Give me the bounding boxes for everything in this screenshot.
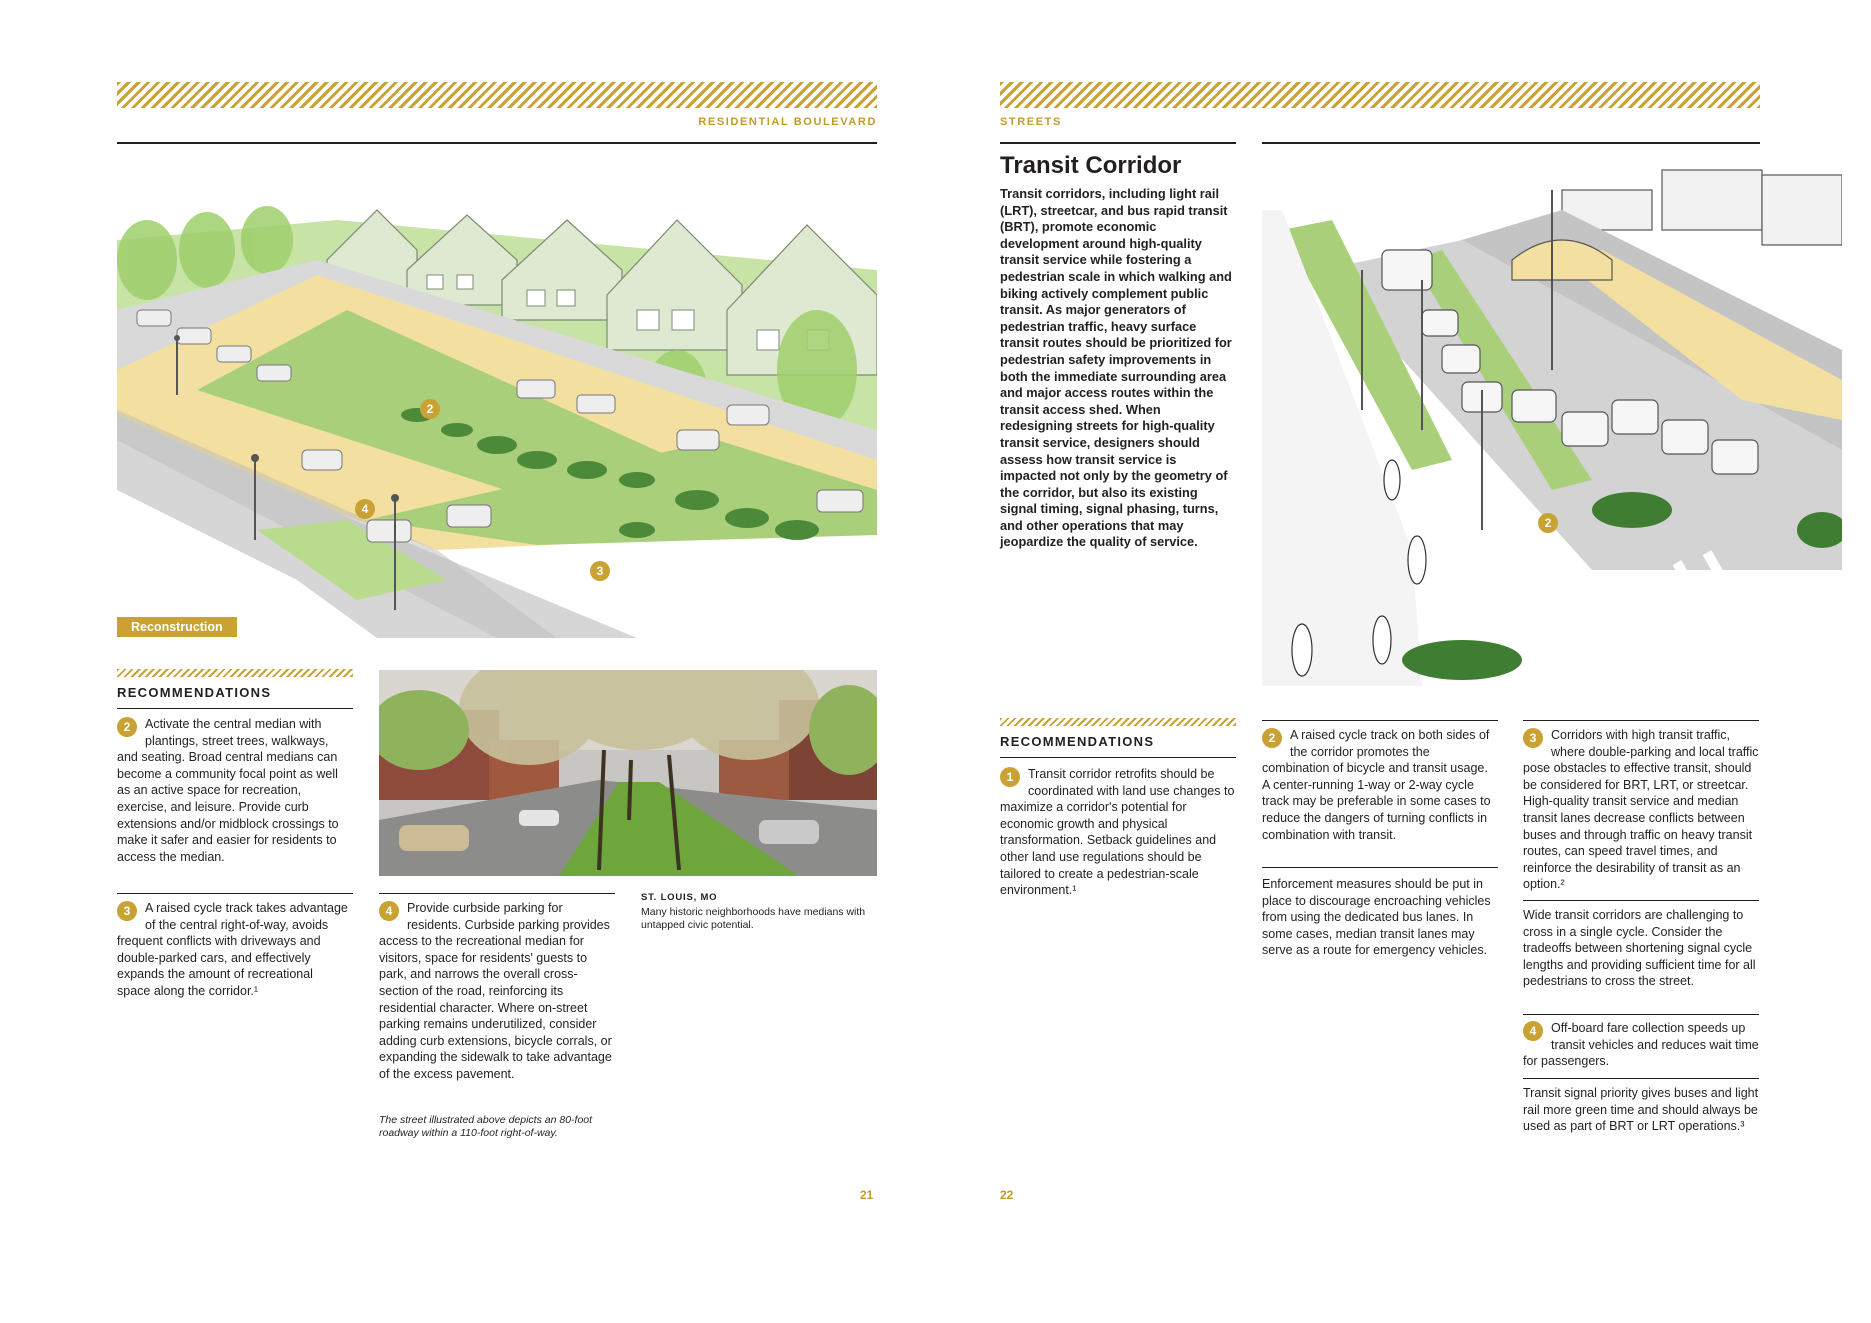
- illustration-note: The street illustrated above depicts an 80-foot roadway within a 110-foot right-of-way.: [379, 1114, 593, 1139]
- left-rec-rule: [117, 708, 353, 709]
- right-rec-enforcement: Enforcement measures should be put in place to discourage encroaching vehicles from using the dedicated bus lanes. In some cases, median transit lanes may serve as a route for emergency vehicles.: [1262, 877, 1491, 958]
- page-title: Transit Corridor: [1000, 152, 1182, 179]
- left-header-rule: [117, 142, 877, 144]
- col2-divider: [1262, 867, 1498, 868]
- illustration-marker-2: 2: [420, 398, 448, 419]
- transit-corridor-illustration: [1262, 150, 1842, 686]
- left-rec-divider: [117, 893, 353, 894]
- reconstruction-badge: Reconstruction: [117, 617, 237, 637]
- number-badge: 1: [1000, 767, 1020, 787]
- number-badge: 3: [1523, 728, 1543, 748]
- right-rec-hatch: [1000, 718, 1236, 726]
- right-recommendations-heading: RECOMMENDATIONS: [1000, 734, 1155, 749]
- col2-top-rule: [1262, 720, 1498, 721]
- right-rec-wide-corridors: Wide transit corridors are challenging to cross in a single cycle. Consider the tradeoffs between shortening signal cycle lengths and providing sufficient time for all pedestrians to cross the street.: [1523, 908, 1756, 989]
- col3-top-rule: [1523, 720, 1759, 721]
- residential-boulevard-illustration: [117, 200, 877, 638]
- right-rec-item-3: 3 Corridors with high transit traffic, where double-parking and local traffic pose obstacles to effective transit, should be considered for BRT, LRT, or streetcar. High-quality transit service and median transit lanes decrease conflicts between buses and through traffic on heavy transit routes, can speed travel times, and reinforce the desirability of transit as an option.²: [1523, 728, 1759, 892]
- left-rec-item-4: 4 Provide curbside parking for residents. Curbside parking provides access to the recreational median for visitors, space for residents' guests to park, and narrows the overall cross-section of the road, reinforcing its residential character. Where on-street parking remains underutilized, consider adding curb extensions, bicycle corrals, or expanding the sidewalk to take advantage of the excess pavement.: [379, 901, 612, 1081]
- right-page-number: 22: [1000, 1188, 1014, 1202]
- right-rec-item-1: 1 Transit corridor retrofits should be coordinated with land use changes to maximize a corridor's potential for economic growth and physical transformation. Setback guidelines and other land use regulations should be tailored to create a pedestrian-scale environment.¹: [1000, 767, 1235, 898]
- right-header-rule-right: [1262, 142, 1760, 144]
- right-rec-signal-priority: Transit signal priority gives buses and light rail more green time and should always be used as part of BRT or LRT operations.³: [1523, 1086, 1759, 1134]
- left-header-hatch: [117, 82, 877, 108]
- left-rec-hatch: [117, 669, 353, 677]
- photo-caption-heading: ST. LOUIS, MO: [641, 892, 718, 903]
- right-header-rule-left: [1000, 142, 1236, 144]
- right-rec-item-2: 2 A raised cycle track on both sides of the corridor promotes the combination of bicycle and transit usage. A center-running 1-way or 2-way cycle track may be preferable in some cases to reduce the dangers of turning conflicts in combination with transit.: [1262, 728, 1491, 842]
- left-page-number: 21: [860, 1188, 874, 1202]
- left-rec-item-3: 3 A raised cycle track takes advantage of the central right-of-way, avoids frequent conflicts with driveways and double-parked cars, and effectively expands the amount of recreational space along the corridor.¹: [117, 901, 348, 998]
- number-badge: 4: [1523, 1021, 1543, 1041]
- col3-divider-2: [1523, 1014, 1759, 1015]
- right-header-hatch: [1000, 82, 1760, 108]
- right-section-label: STREETS: [1000, 116, 1062, 128]
- photo-caption-text: Many historic neighborhoods have medians with untapped civic potential.: [641, 906, 866, 931]
- left-section-label: RESIDENTIAL BOULEVARD: [698, 116, 877, 128]
- st-louis-photo: [379, 670, 877, 876]
- number-badge: 3: [117, 901, 137, 921]
- intro-paragraph: Transit corridors, including light rail (LRT), streetcar, and bus rapid transit (BRT), promote economic development around high-quality transit service while fostering a pedestrian scale in which walking and biking actively complement public transit. As major generators of pedestrian traffic, heavy surface transit routes should be prioritized for pedestrian safety improvements in both the immediate surrounding area and major access routes within the transit access shed. When redesigning streets for high-quality transit service, designers should assess how transit service is impacted not only by the geometry of the corridor, but also its existing signal timing, signal phasing, turns, and other operations that may jeopardize the quality of service.: [1000, 186, 1232, 550]
- number-badge: 2: [117, 717, 137, 737]
- right-rec-item-4: 4 Off-board fare collection speeds up transit vehicles and reduces wait time for passengers.: [1523, 1021, 1759, 1069]
- illustration-marker-4: 4: [355, 498, 383, 519]
- number-badge: 2: [1262, 728, 1282, 748]
- col3-divider-1: [1523, 900, 1759, 901]
- left-rec-divider-col2: [379, 893, 615, 894]
- right-rec-rule: [1000, 757, 1236, 758]
- transit-marker-2: 2: [1538, 512, 1566, 533]
- left-rec-item-2: 2 Activate the central median with plantings, street trees, walkways, and seating. Broad central medians can become a community focal point as well as an active space for recreation, exercise, and leisure. Provide curb extensions and/or midblock crossings to make it safer and easier for residents to access the median.: [117, 717, 339, 864]
- col3-divider-3: [1523, 1078, 1759, 1079]
- number-badge: 4: [379, 901, 399, 921]
- illustration-marker-3: 3: [590, 560, 618, 581]
- left-recommendations-heading: RECOMMENDATIONS: [117, 685, 272, 700]
